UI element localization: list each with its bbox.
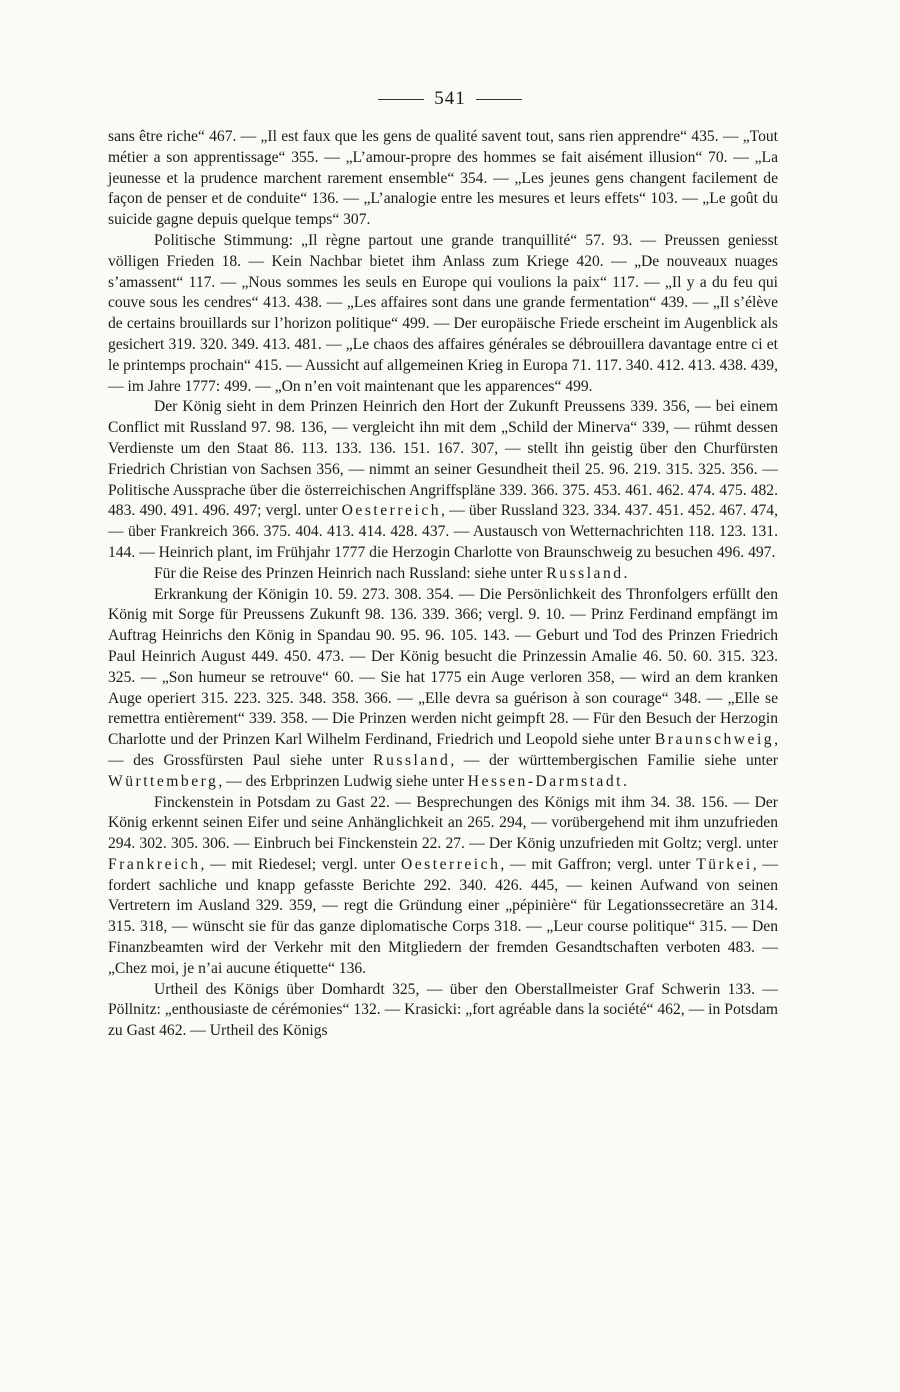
header-rule-right (476, 99, 522, 100)
paragraph-text: Urtheil des Königs über Domhardt 325, — über den Oberstallmeister Graf Schwerin 133. — Pöllnitz: „enthousiaste de cérémonies“ 132. — Krasicki: „fort agréable dans la société“ 462, — in Potsdam zu Gast 462. — Urtheil des Königs (108, 980, 778, 1040)
paragraph-text: , — des Grossfürsten Paul siehe unter (108, 731, 778, 769)
cross-reference-name: Russland (373, 751, 451, 769)
paragraph-text: Der König sieht in dem Prinzen Heinrich den Hort der Zukunft Preussens 339. 356, — bei einem Conflict mit Russland 97. 98. 136, — vergleicht ihn mit dem „Schild der Minerva“ 339, — rühmt dessen Verdienste um den Staat 86. 113. 133. 136. 151. 167. 307, — stellt ihn geistig über den Churfürsten Friedrich Christian von Sachsen 356, — nimmt an seiner Gesundheit theil 25. 96. 219. 315. 325. 356. — Politische Aussprache über die österreichischen Angriffspläne 339. 366. 375. 453. 461. 462. 474. 475. 482. 483. 490. 491. 496. 497; vergl. unter (108, 398, 778, 520)
paragraph-text: , — über Russland 323. 334. 437. 451. 452. 467. 474, — über Frankreich 366. 375. 404. 413. 414. 428. 437. — Austausch von Wetternachrichten 118. 123. 131. 144. — Heinrich plant, im Frühjahr 1777 die Herzogin Charlotte von Braunschweig zu besuchen 496. 497. (108, 502, 779, 561)
paragraph-text: sans être riche“ 467. — „Il est faux que les gens de qualité savent tout, sans rien apprendre“ 435. — „Tout métier a son apprentissage“ 355. — „L’amour-propre des hommes se fait aisément illusion“ 70. — „La jeunesse et la prudence marchent rarement ensemble“ 354. — „Les jeunes gens changent facilement de façon de penser et de conduite“ 136. — „L’analogie entre les mesures et leurs effets“ 103. — „Le goût du suicide gagne depuis quelque temps“ 307. (108, 128, 778, 229)
index-paragraph (108, 793, 778, 980)
paragraph-text: , — der württembergischen Familie siehe unter (450, 751, 779, 769)
cross-reference-name: Oesterreich (341, 502, 442, 520)
cross-reference-name: Frankreich (108, 855, 201, 873)
paragraph-text: Für die Reise des Prinzen Heinrich nach Russland: siehe unter (154, 564, 547, 582)
cross-reference-name: Russland (546, 564, 624, 582)
paragraph-text: Erkrankung der Königin 10. 59. 273. 308. 354. — Die Persönlichkeit des Thronfolgers erfüllt den König mit Sorge für Preussens Zukunft 98. 136. 339. 366; vergl. 9. 10. — Prinz Ferdinand empfängt im Auftrag Heinrichs den König in Spandau 90. 95. 96. 105. 143. — Geburt und Tod des Prinzen Friedrich Paul Heinrich August 449. 450. 473. — Der König besucht die Prinzessin Amalie 46. 50. 60. 315. 323. 325. — „Son humeur se retrouve“ 60. — Sie hat 1775 ein Auge verloren 358, — wird an dem kranken Auge operiert 315. 223. 325. 348. 358. 366. — „Elle devra sa guérison à son courage“ 348. — „Elle se remettra entièrement“ 339. 358. — Die Prinzen werden nicht geimpft 28. — Für den Besuch der Herzogin Charlotte und der Prinzen Karl Wilhelm Ferdinand, Friedrich und Leopold siehe unter (108, 585, 778, 749)
cross-reference-name: Oesterreich (401, 855, 501, 873)
paragraph-text: , — mit Gaffron; vergl. unter (500, 855, 697, 873)
paragraph-text: . (623, 564, 628, 582)
index-paragraph (108, 397, 778, 563)
index-paragraph (108, 231, 778, 397)
page-number: 541 (434, 88, 466, 109)
paragraph-text: , — des Erbprinzen Ludwig siehe unter (218, 772, 468, 790)
index-paragraph (108, 585, 778, 793)
cross-reference-name: Türkei (696, 855, 753, 873)
paragraph-text: Finckenstein in Potsdam zu Gast 22. — Besprechungen des Königs mit ihm 34. 38. 156. — Der König erkennt seinen Eifer und seine Anhänglichkeit an 265. 294, — vorübergehend mit ihm unzufrieden 294. 302. 305. 306. — Einbruch bei Finckenstein 22. 27. — Der König unzufrieden mit Goltz; vergl. unter (108, 793, 778, 853)
cross-reference-name: Württemberg (108, 772, 219, 790)
paragraph-text: Politische Stimmung: „Il règne partout une grande tranquillité“ 57. 93. — Preussen geniesst völligen Frieden 18. — Kein Nachbar bietet ihm Anlass zum Kriege 420. — „De nouveaux nuages s’amassent“ 117. — „Nous sommes les seuls en Europe qui voulions la paix“ 117. — „Il y a du feu qui couve sous les cendres“ 413. 438. — „Les affaires sont dans une grande fermentation“ 439. — „Il s’élève de certains brouillards sur l’horizon politique“ 499. — Der europäische Friede erscheint im Augenblick als gesichert 319. 320. 349. 413. 481. — „Le chaos des affaires générales se débrouillera davantage entre ci et le printemps prochain“ 415. — Aussicht auf allgemeinen Krieg in Europa 71. 117. 340. 412. 413. 438. 439, — im Jahre 1777: 499. — „On n’en voit maintenant que les apparences“ 499. (108, 231, 778, 395)
index-text-body (108, 127, 778, 1042)
header-rule-left (378, 99, 424, 100)
index-paragraph (108, 564, 778, 585)
index-paragraph (108, 980, 778, 1042)
paragraph-text: , — mit Riedesel; vergl. unter (200, 855, 401, 873)
page-header (0, 88, 900, 110)
paragraph-text: . (622, 772, 627, 790)
paragraph-text: , — fordert sachliche und knapp gefasste Berichte 292. 340. 426. 445, — keinen Aufwand von seinen Vertretern im Ausland 329. 359, — regt die Gründung einer „pépinière“ für Legationssecretäre an 314. 315. 318, — wünscht sie für das ganze diplomatische Corps 318. — „Leur course politique“ 315. — Den Finanzbeamten wird der Verkehr mit den Mitgliedern der fremden Gesandtschaften verboten 483. — „Chez moi, je n’ai aucune étiquette“ 136. (108, 855, 779, 977)
cross-reference-name: Braunschweig (654, 731, 775, 749)
index-paragraph (108, 127, 778, 231)
cross-reference-name: Hessen-Darmstadt (467, 772, 623, 790)
